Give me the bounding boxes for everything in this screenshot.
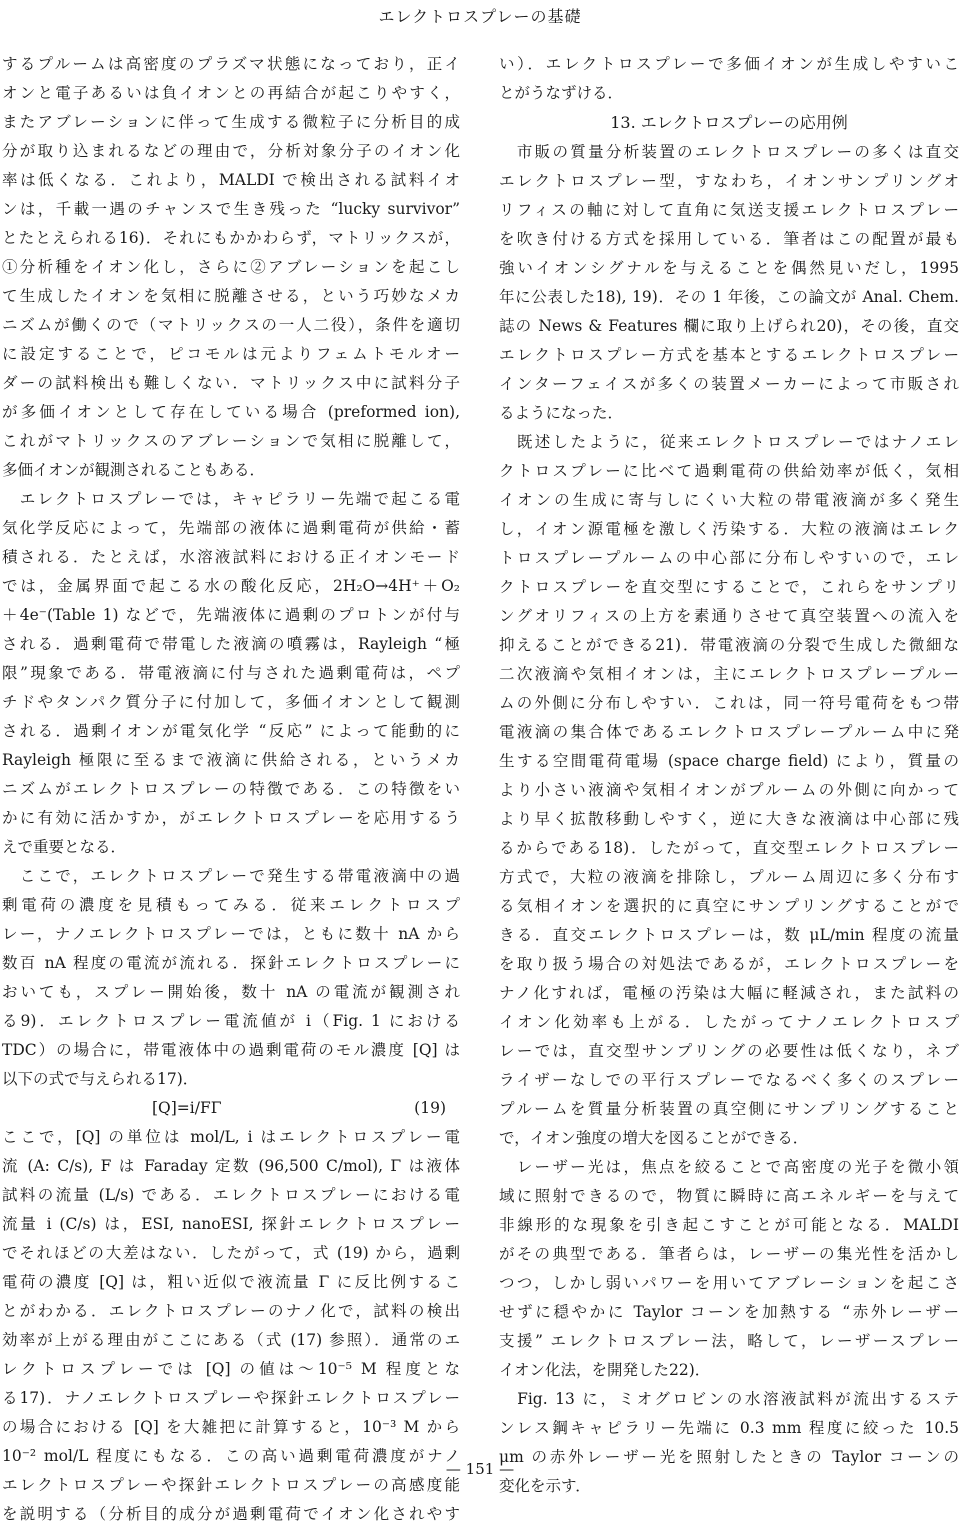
text-line: またアブレーションに伴って生成する微粒子に分析目的成 [2, 113, 460, 131]
text-line: で，イオン強度の増大を図ることができる． [499, 1129, 809, 1147]
text-line: 支援” エレクトロスプレー法，略して，レーザースプレー [499, 1332, 959, 1350]
text-line: て生成したイオンを気相に脱離させる，という巧妙なメカ [2, 287, 460, 305]
text-line: 二次液滴や気相イオンは，主にエレクトロスプレープルー [499, 665, 959, 683]
text-line: 既述したように，従来エレクトロスプレーではナノエレ [499, 433, 959, 451]
text-line: レーザー光は，焦点を絞ることで高密度の光子を微小領 [499, 1158, 959, 1176]
text-line: かに有効に活かすか，がエレクトロスプレーを応用するう [2, 809, 460, 827]
text-line: る気相イオンを選択的に真空にサンプリングすることがで [499, 897, 959, 915]
text-line: がその典型である．筆者らは，レーザーの集光性を活かし [499, 1245, 959, 1263]
left-column [2, 50, 460, 1529]
text-line: クトロスプレーに比べて過剰電荷の供給効率が低く，気相 [499, 462, 959, 480]
text-line: とがわかる．エレクトロスプレーのナノ化で，試料の検出 [2, 1302, 460, 1320]
text-line: チドやタンパク質分子に付加して，多価イオンとして観測 [2, 693, 460, 711]
text-line: 分が取り込まれるなどの理由で，分析対象分子のイオン化 [2, 142, 460, 160]
text-line: より小さい液滴や気相イオンがプルームの外側に向かって [499, 781, 959, 799]
text-line: ムの外側に分布しやすい．これは，同一符号電荷をもつ帯 [499, 694, 959, 712]
text-line: ングオリフィスの上方を素通りさせて真空装置への流入を [499, 607, 959, 625]
text-line: 気化学反応によって，先端部の液体に過剰電荷が供給・蓄 [2, 519, 460, 537]
text-line: 流 (A: C/s), F は Faraday 定数 (96,500 C/mol), Γ は液体 [2, 1157, 460, 1175]
text-line: に設定することで，ピコモルは元よりフェムトモルオー [2, 345, 460, 363]
text-line: Fig. 13 に，ミオグロビンの水溶液試料が流出するステ [499, 1390, 959, 1408]
text-line: きる．直交エレクトロスプレーは，数 μL/min 程度の流量 [499, 926, 959, 944]
text-line: 非線形的な現象を引き起こすことが可能となる．MALDI [499, 1216, 959, 1234]
text-line: 域に照射できるので，物質に瞬時に高エネルギーを与えて [499, 1187, 959, 1205]
running-head: エレクトロスプレーの基礎 [378, 7, 582, 26]
text-line: エレクトロスプレーや探針エレクトロスプレーの高感度能 [2, 1476, 460, 1494]
text-line: つつ，しかし弱いパワーを用いてアブレーションを起こさ [499, 1274, 959, 1292]
text-line: トロスプレープルームの中心部に分布しやすいので，エレ [499, 549, 959, 567]
text-line: ニズムが働くので（マトリックスの一人二役），条件を適切 [2, 316, 460, 334]
text-line: が多価イオンとして存在している場合 (preformed ion), [2, 403, 460, 421]
text-line: インターフェイスが多くの装置メーカーによって市販され [499, 375, 959, 393]
text-line: される．過剰電荷で帯電した液滴の噴霧は，Rayleigh “極 [2, 635, 460, 653]
text-line: これがマトリックスのアブレーションで気相に脱離して， [2, 432, 460, 450]
text-line: エレクトロスプレー方式を基本とするエレクトロスプレー [499, 346, 959, 364]
right-column-body [499, 138, 959, 1501]
text-line: 年に公表した18), 19)．その 1 年後，この論文が Anal. Chem. [499, 288, 959, 306]
text-line: る9)．エレクトロスプレー電流値が i（Fig. 1 における [2, 1012, 460, 1030]
text-line: より早く拡散移動しやすく，逆に大きな液滴は中心部に残 [499, 810, 959, 828]
equation-formula: [Q]=i/FΓ [152, 1099, 222, 1117]
text-line: ＋4e⁻(Table 1) などで，先端液体に過剰のプロトンが付与 [2, 606, 460, 624]
text-line: し，イオン源電極を激しく汚染する．大粒の液滴はエレク [499, 520, 959, 538]
text-line: 積される．たとえば，水溶液試料における正イオンモード [2, 548, 460, 566]
right-column [499, 50, 959, 1501]
text-line: 方式で，大粒の液滴を排除し，プルーム周辺に多く分布す [499, 868, 959, 886]
text-line: ライザーなしでの平行スプレーでなるべく多くのスプレー [499, 1071, 959, 1089]
text-line: クトロスプレーを直交型にすることで，これらをサンプリ [499, 578, 959, 596]
text-line: おいても，スプレー開始後，数十 nA の電流が観測され [2, 983, 460, 1001]
text-line: エレクトロスプレー型，すなわち，イオンサンプリングオ [499, 172, 959, 190]
text-line: い）．エレクトロスプレーで多価イオンが生成しやすいこ [499, 55, 959, 73]
text-line: とたとえられる16)．それにもかかわらず，マトリックスが， [2, 229, 460, 247]
text-line: レー，ナノエレクトロスプレーでは，ともに数十 nA から [2, 925, 460, 943]
text-line: ンは，千載一遇のチャンスで生き残った “lucky survivor” [2, 200, 460, 218]
equation-line [2, 1094, 460, 1123]
text-line: 10⁻² mol/L 程度にもなる．この高い過剰電荷濃度がナノ [2, 1447, 460, 1465]
text-line: でそれほどの大差はない．したがって，式 (19) から，過剰 [2, 1244, 460, 1262]
text-line: オンと電子あるいは負イオンとの再結合が起こりやすく， [2, 84, 460, 102]
text-line: 率は低くなる．これより，MALDI で検出される試料イオ [2, 171, 460, 189]
text-line: ニズムがエレクトロスプレーの特徴である．この特徴をい [2, 780, 460, 798]
text-line: る17)．ナノエレクトロスプレーや探針エレクトロスプレー [2, 1389, 460, 1407]
text-line: 誌の News & Features 欄に取り上げられ20)，その後，直交 [499, 317, 959, 335]
text-line: 効率が上がる理由がここにある（式 (17) 参照）．通常のエ [2, 1331, 460, 1349]
text-line: せずに穏やかに Taylor コーンを加熱する “赤外レーザー [499, 1303, 959, 1321]
text-line: イオン化効率も上がる．したがってナノエレクトロスプ [499, 1013, 959, 1031]
text-line: ナノ化すれば，電極の汚染は大幅に軽減され，また試料の [499, 984, 959, 1002]
text-line: ここで，[Q] の単位は mol/L, i はエレクトロスプレー電 [2, 1128, 460, 1146]
text-line: レクトロスプレーでは [Q] の値は〜10⁻⁵ M 程度とな [2, 1360, 460, 1378]
text-line: ここで，エレクトロスプレーで発生する帯電液滴中の過 [2, 867, 460, 885]
text-line: るからである18)．したがって，直交型エレクトロスプレー [499, 839, 959, 857]
text-line: 試料の流量 (L/s) である．エレクトロスプレーにおける電 [2, 1186, 460, 1204]
text-line: を説明する（分析目的成分が過剰電荷でイオン化されやす [2, 1505, 460, 1523]
text-line: ①分析種をイオン化し，さらに②アブレーションを起こし [2, 258, 460, 276]
text-line: プルームを質量分析装置の真空側にサンプリングすること [499, 1100, 959, 1118]
text-line: では，金属界面で起こる水の酸化反応，2H₂O→4H⁺＋O₂ [2, 577, 460, 595]
text-line: えで重要となる． [2, 838, 127, 856]
text-line: 数百 nA 程度の電流が流れる．探針エレクトロスプレーに [2, 954, 460, 972]
text-line: イオン化法，を開発した22)． [499, 1361, 711, 1379]
text-line: 以下の式で与えられる17)． [2, 1070, 199, 1088]
text-line: 電荷の濃度 [Q] は，粗い近似で液流量 Γ に反比例するこ [2, 1273, 460, 1291]
text-line: 剰電荷の濃度を見積もってみる．従来エレクトロスプ [2, 896, 460, 914]
equation-number: (19) [414, 1099, 446, 1117]
text-line: TDC）の場合に，帯電液体中の過剰電荷のモル濃度 [Q] は [2, 1041, 460, 1059]
text-line: イオンの生成に寄与しにくい大粒の帯電液滴が多く発生 [499, 491, 959, 509]
text-line: ンレス鋼キャピラリー先端に 0.3 mm 程度に絞った 10.5 [499, 1419, 959, 1437]
text-line: μm の赤外レーザー光を照射したときの Taylor コーンの [499, 1448, 959, 1466]
right-column-continuation [499, 50, 959, 108]
text-line: とがうなずける． [499, 84, 624, 102]
text-line: ダーの試料検出も難しくない．マトリックス中に試料分子 [2, 374, 460, 392]
text-line: るようになった． [499, 404, 624, 422]
text-line: レーでは，直交型サンプリングの必要性は低くなり，ネブ [499, 1042, 959, 1060]
text-line: 抑えることができる21)．帯電液滴の分裂で生成した微細な [499, 636, 959, 654]
text-line: の場合における [Q] を大雑把に計算すると，10⁻³ M から [2, 1418, 460, 1436]
text-line: 流量 i (C/s) は，ESI, nanoESI, 探針エレクトロスプレー [2, 1215, 460, 1233]
text-line: するプルームは高密度のプラズマ状態になっており，正イ [2, 55, 460, 73]
text-line: 変化を示す． [499, 1477, 591, 1495]
text-line: 生する空間電荷電場 (space charge field) により，質量の [499, 752, 959, 770]
text-line: 多価イオンが観測されることもある． [2, 461, 266, 479]
text-line: 限”現象である．帯電液滴に付与された過剰電荷は，ペプ [2, 664, 460, 682]
text-line: 電液滴の集合体であるエレクトロスプレープルーム中に発 [499, 723, 959, 741]
text-line: リフィスの軸に対して直角に気送支援エレクトロスプレー [499, 201, 959, 219]
text-line: を取り扱う場合の対処法であるが，エレクトロスプレーを [499, 955, 959, 973]
text-line: エレクトロスプレーでは，キャピラリー先端で起こる電 [2, 490, 460, 508]
section-heading: 13. エレクトロスプレーの応用例 [610, 113, 848, 132]
page-number: — 151 — [445, 1460, 515, 1478]
text-line: Rayleigh 極限に至るまで液滴に供給される，というメカ [2, 751, 460, 769]
text-line: を吹き付ける方式を採用している．筆者はこの配置が最も [499, 230, 959, 248]
text-line: される．過剰イオンが電気化学 “反応” によって能動的に [2, 722, 460, 740]
text-line: 市販の質量分析装置のエレクトロスプレーの多くは直交 [499, 143, 959, 161]
text-line: 強いイオンシグナルを与えることを偶然見いだし，1995 [499, 259, 959, 277]
